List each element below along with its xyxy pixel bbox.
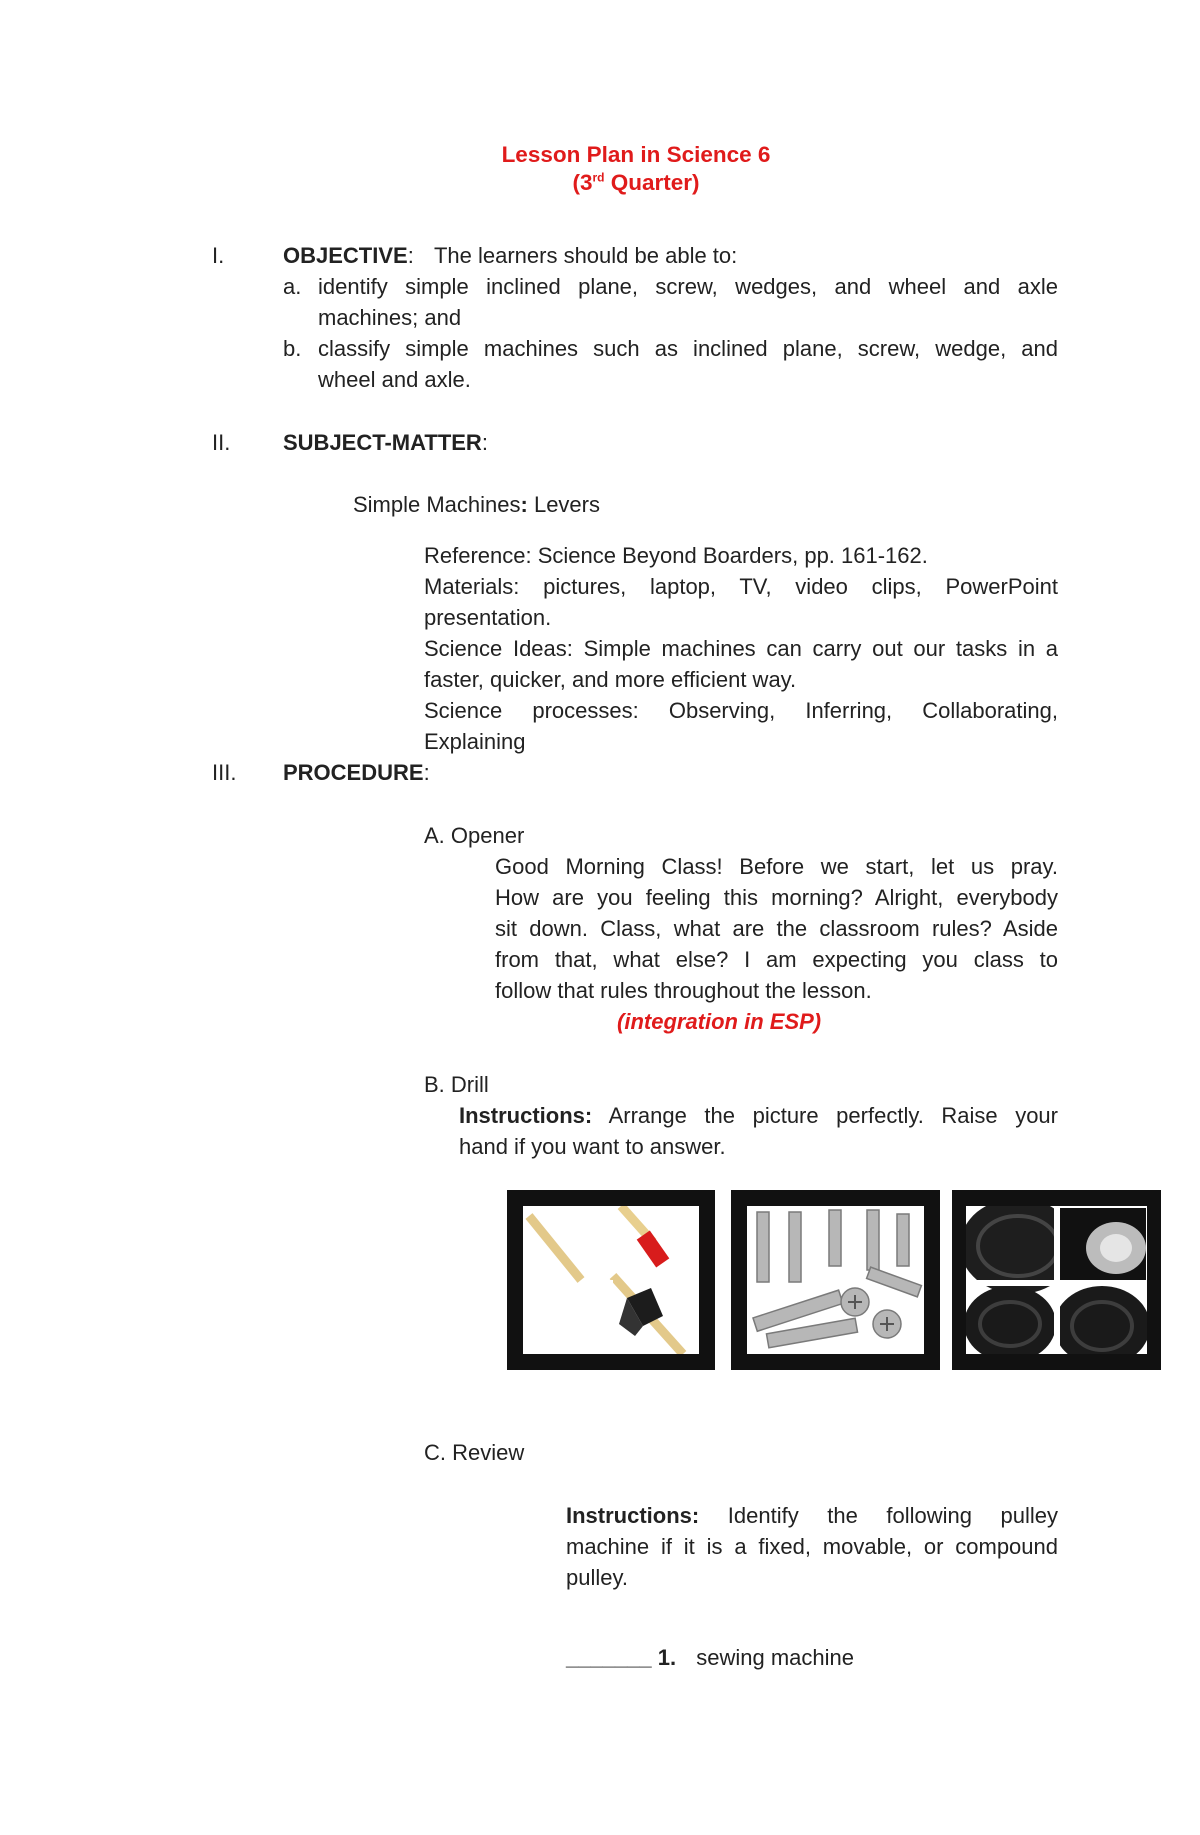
objective-colon: : bbox=[407, 243, 414, 268]
objective-heading-line bbox=[283, 243, 737, 269]
opener-line-1: Good Morning Class! Before we start, let us pray. bbox=[495, 854, 1058, 879]
ideas-line2: faster, quicker, and more efficient way. bbox=[424, 667, 797, 692]
subject-heading: SUBJECT-MATTER bbox=[283, 430, 482, 455]
topic-value: Levers bbox=[527, 492, 600, 517]
objective-item-b-line2: wheel and axle. bbox=[318, 367, 471, 392]
document-title: Lesson Plan in Science 6 bbox=[501, 142, 771, 167]
topic-label: Simple Machines bbox=[353, 492, 521, 517]
tire-icon bbox=[966, 1206, 1147, 1354]
subtitle-superscript: rd bbox=[592, 170, 605, 185]
review-instr-line1 bbox=[566, 1503, 1058, 1529]
drill-label: B. Drill bbox=[424, 1072, 489, 1097]
review-instr-text: Identify the following pulley bbox=[699, 1503, 1058, 1528]
materials-line2: presentation. bbox=[424, 605, 552, 630]
procedure-heading-line bbox=[283, 760, 430, 786]
subject-topic bbox=[353, 492, 600, 518]
document-subtitle bbox=[0, 170, 1200, 196]
processes-line2: Explaining bbox=[424, 729, 526, 754]
objective-item-a-line2: machines; and bbox=[318, 305, 462, 330]
subject-colon: : bbox=[481, 430, 488, 455]
subject-numeral: II. bbox=[212, 430, 231, 455]
opener-line-5: follow that rules throughout the lesson. bbox=[495, 978, 872, 1003]
drill-instr-line1 bbox=[459, 1103, 1058, 1129]
integration-note: (integration in ESP) bbox=[617, 1009, 822, 1034]
objective-item-a-marker: a. bbox=[283, 274, 302, 299]
materials-line1: Materials: pictures, laptop, TV, video clips, PowerPoint bbox=[424, 574, 1058, 599]
subject-heading-line bbox=[283, 430, 488, 456]
objective-item-b-marker: b. bbox=[283, 336, 302, 361]
answer-blank[interactable]: _______ bbox=[566, 1645, 652, 1670]
review-instr-label: Instructions: bbox=[566, 1503, 700, 1528]
processes-line1: Science processes: Observing, Inferring, Collaborating, bbox=[424, 698, 1058, 723]
objective-item-a-line1: identify simple inclined plane, screw, wedges, and wheel and axle bbox=[318, 274, 1058, 299]
opener-line-3: sit down. Class, what are the classroom rules? Aside bbox=[495, 916, 1058, 941]
procedure-numeral: III. bbox=[212, 760, 237, 785]
drill-instr-line2: hand if you want to answer. bbox=[459, 1134, 726, 1159]
drill-instr-text: Arrange the picture perfectly. Raise your bbox=[592, 1103, 1058, 1128]
procedure-heading: PROCEDURE bbox=[283, 760, 424, 785]
item-text: sewing machine bbox=[696, 1645, 854, 1670]
objective-numeral: I. bbox=[212, 243, 225, 268]
drill-instr-label: Instructions: bbox=[459, 1103, 593, 1128]
objective-heading: OBJECTIVE bbox=[283, 243, 408, 268]
subtitle-suffix: Quarter) bbox=[604, 170, 700, 195]
item-number: 1. bbox=[651, 1645, 677, 1670]
ideas-line1: Science Ideas: Simple machines can carry out our tasks in a bbox=[424, 636, 1058, 661]
review-label: C. Review bbox=[424, 1440, 525, 1465]
subtitle-prefix: (3 bbox=[572, 170, 593, 195]
objective-item-b-line1: classify simple machines such as inclined plane, screw, wedge, and bbox=[318, 336, 1058, 361]
review-instr-line2: machine if it is a fixed, movable, or compound bbox=[566, 1534, 1058, 1559]
tires-puzzle-picture[interactable] bbox=[952, 1190, 1161, 1370]
screws-icon bbox=[747, 1206, 924, 1354]
procedure-colon: : bbox=[423, 760, 430, 785]
axe-icon bbox=[523, 1206, 699, 1354]
review-item-1 bbox=[566, 1645, 854, 1671]
opener-line-4: from that, what else? I am expecting you class to bbox=[495, 947, 1058, 972]
review-instr-line3: pulley. bbox=[566, 1565, 628, 1590]
axe-puzzle-picture[interactable] bbox=[507, 1190, 715, 1370]
topic-colon: : bbox=[520, 492, 528, 517]
opener-label: A. Opener bbox=[424, 823, 525, 848]
reference-line: Reference: Science Beyond Boarders, pp. 161-162. bbox=[424, 543, 928, 568]
opener-line-2: How are you feeling this morning? Alright, everybody bbox=[495, 885, 1058, 910]
screws-puzzle-picture[interactable] bbox=[731, 1190, 940, 1370]
objective-intro: The learners should be able to: bbox=[433, 243, 738, 268]
